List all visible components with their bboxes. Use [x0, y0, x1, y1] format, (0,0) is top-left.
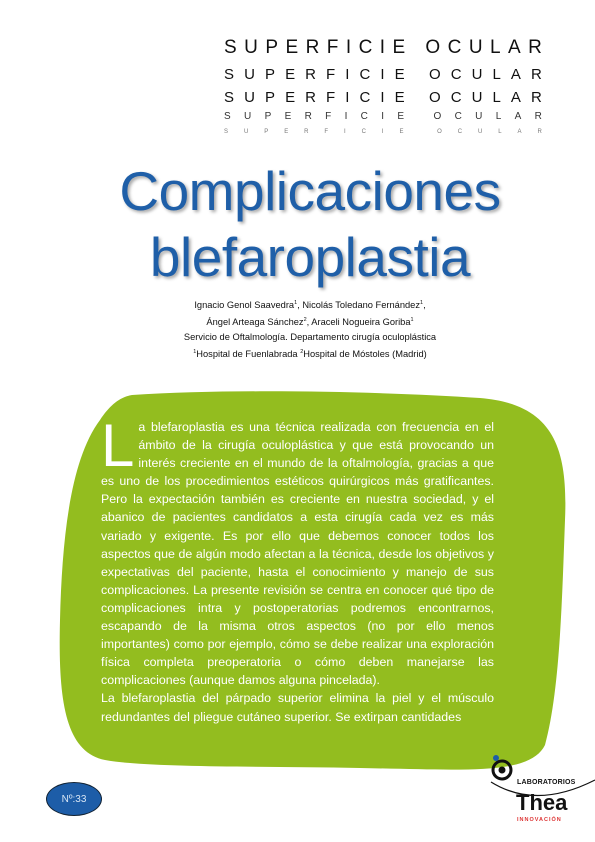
- header-letter: C: [359, 89, 371, 106]
- header-letter: U: [244, 111, 252, 122]
- header-letter: R: [531, 89, 542, 106]
- header-letter: C: [360, 111, 368, 122]
- header-letter: U: [471, 89, 483, 106]
- header-letter: U: [477, 129, 483, 135]
- header-letter: E: [392, 37, 406, 58]
- header-letter: R: [305, 37, 320, 58]
- header-letter: E: [285, 37, 299, 58]
- header-letter: O: [428, 66, 441, 83]
- header-letter: O: [437, 129, 442, 135]
- authors-line-1: Ignacio Genol Saavedra$^1$, Nicolás Toledano Fernández$^1$,: [194, 300, 426, 311]
- header-letter: L: [498, 129, 502, 135]
- header-letter: U: [244, 37, 258, 58]
- header-letter: I: [381, 111, 385, 122]
- header-letter: A: [510, 89, 521, 106]
- article-body: [101, 412, 494, 726]
- header-letter: C: [447, 37, 462, 58]
- header-letter: E: [285, 66, 296, 83]
- header-letter: P: [264, 89, 275, 106]
- header-letter: L: [490, 37, 501, 58]
- header-letter: E: [284, 129, 289, 135]
- header-letter: F: [324, 129, 329, 135]
- header-letter: S: [224, 111, 231, 122]
- body-paragraph-2: La blefaroplastia del párpado superior elimina la piel y el músculo redundantes del pliegue cutáneo superior. Se extirpan cantidades: [101, 691, 494, 724]
- header-letter: R: [304, 111, 312, 122]
- logo-innovacion: INNOVACIÓN: [517, 817, 562, 823]
- header-letter: I: [381, 129, 384, 135]
- header-letter: O: [425, 37, 441, 58]
- header-letter: C: [450, 89, 462, 106]
- header-letter: P: [265, 37, 279, 58]
- header-letter: F: [326, 66, 336, 83]
- header-letter: I: [380, 66, 385, 83]
- header-letter: L: [495, 111, 502, 122]
- header-letter: U: [244, 89, 255, 106]
- header-letter: S: [224, 66, 235, 83]
- header-letter: E: [394, 89, 405, 106]
- header-letter: R: [305, 89, 316, 106]
- header-letter: S: [224, 129, 229, 135]
- header-letter: F: [326, 37, 339, 58]
- drop-cap: L: [101, 412, 135, 479]
- article-title-line-1: Complicaciones: [119, 160, 501, 222]
- header-letter: I: [379, 37, 386, 58]
- header-letter: F: [325, 111, 332, 122]
- header-letter: O: [433, 111, 442, 122]
- header-letter: L: [492, 66, 501, 83]
- article-title-line-2: blefaroplastia: [149, 226, 471, 288]
- header-letter: U: [475, 111, 483, 122]
- header-letter: I: [345, 66, 350, 83]
- header-letter: I: [380, 89, 385, 106]
- header-letter: U: [243, 129, 249, 135]
- header-letter: R: [305, 66, 316, 83]
- header-letter: E: [397, 111, 405, 122]
- header-letter: R: [528, 37, 542, 58]
- header-letter: A: [508, 37, 521, 58]
- header-letter: U: [468, 37, 483, 58]
- header-letter: A: [517, 129, 522, 135]
- header-letter: C: [454, 111, 462, 122]
- header-letter: C: [361, 129, 366, 135]
- header-letter: O: [428, 89, 441, 106]
- page-number-badge: Nº:33: [46, 782, 102, 816]
- header-letter: U: [471, 66, 483, 83]
- header-letter: S: [224, 89, 235, 106]
- header-letter: F: [326, 89, 336, 106]
- header-letter: R: [534, 111, 542, 122]
- header-letter: I: [345, 37, 352, 58]
- header-letter: I: [345, 89, 350, 106]
- header-letter: E: [399, 129, 404, 135]
- header-letter: L: [492, 89, 501, 106]
- header-letter: C: [457, 129, 463, 135]
- logo-thea: Thea: [516, 790, 568, 815]
- header-letter: I: [344, 111, 348, 122]
- authors-line-2: Ángel Arteaga Sánchez$^2$, Araceli Nogueira Goriba$^1$: [206, 317, 414, 328]
- header-letter: E: [394, 66, 405, 83]
- header-letter: C: [358, 37, 373, 58]
- header-letter: R: [531, 66, 542, 83]
- authors-affiliation: Servicio de Oftalmología. Departamento cirugía oculoplástica: [183, 332, 437, 343]
- header-letter: P: [264, 66, 275, 83]
- header-letter: R: [304, 129, 309, 135]
- header-letter: R: [537, 129, 542, 135]
- header-letter: I: [344, 129, 346, 135]
- header-letter: P: [264, 129, 269, 135]
- body-paragraph-1: La blefaroplastia es una técnica realizada con frecuencia en el ámbito de la cirugía oculoplástica y que está provocando un interés creciente en el mundo de la oftalmología, gracias a que es uno de los procedimientos estéticos quirúrgicos más gratificantes. Pero la expectación también es creciente en nuestra sociedad, y el abanico de pacientes candidatos a esta cirugía cada vez es más variado y exigente. Es por ello que debemos conocer todos los aspectos que de algún modo afectan a la técnica, desde los objetivos y expectativas del paciente, hasta el conocimiento y manejo de sus complicaciones. La presente revisión se centra en conocer qué tipo de complicaciones intra y postoperatorias podremos encontrarnos, escapando de la misma otros aspectos (no por ello menos importantes) como por ejemplo, cómo se debe realizar una exploración física completa preoperatoria o cómo deben manejarse las complicaciones (aunque damos alguna pincelada).: [101, 412, 494, 688]
- header-letter: C: [450, 66, 462, 83]
- header-letter: A: [514, 111, 522, 122]
- logo-laboratorios: LABORATORIOS: [517, 779, 576, 786]
- header-letter: U: [244, 66, 255, 83]
- header-letter: A: [510, 66, 521, 83]
- authors-hospitals: $^1$Hospital de Fuenlabrada $^2$Hospital de Móstoles (Madrid): [193, 349, 427, 360]
- header-letter: E: [285, 89, 296, 106]
- header-letter: P: [264, 111, 272, 122]
- header-letter: C: [359, 66, 371, 83]
- header-letter: E: [284, 111, 292, 122]
- header-letter: S: [224, 37, 237, 58]
